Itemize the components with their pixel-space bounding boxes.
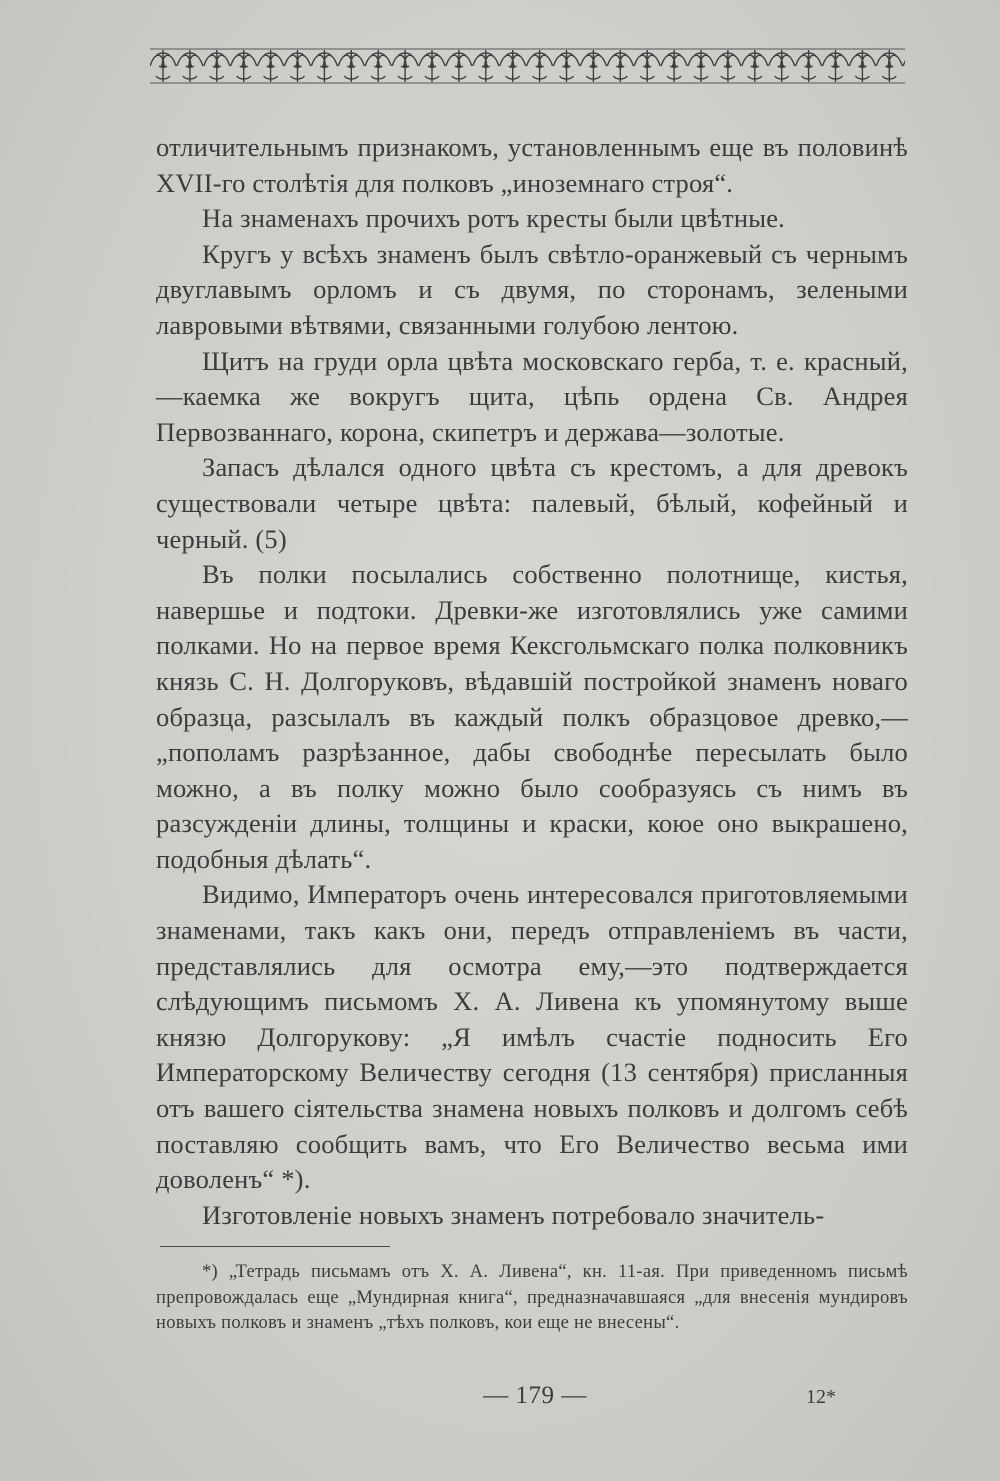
paragraph: отличительнымъ признакомъ, установленнымъ еще въ половинѣ XVII-го столѣтія для полковъ „иноземнаго строя“. [156,132,908,198]
page-number: — 179 — [483,1382,587,1409]
paragraph: Изготовленіе новыхъ знаменъ потребовало значитель- [202,1199,825,1230]
main-text [156,130,908,1233]
paragraph: Запасъ дѣлался одного цвѣта съ крестомъ, а для древокъ существовали четыре цвѣта: палевый, бѣлый, кофейный и черный. (5) [156,452,908,554]
signature-mark: 12* [806,1386,836,1408]
paragraph: Кругъ у всѣхъ знаменъ былъ свѣтло-оранжевый съ чернымъ двуглавымъ орломъ и съ двумя, по сторонамъ, зелеными лавровыми вѣтвями, связанными голубою лентою. [156,238,908,340]
footnote-divider [160,1246,390,1247]
paragraph: На знаменахъ прочихъ ротъ кресты были цвѣтные. [202,203,785,234]
footnote: *) „Тетрадь письмамъ отъ Х. А. Ливена“, кн. 11-ая. При приведенномъ письмѣ препровождалась еще „Мундирная книга“, предназначавшаяся „для внесенія мундировъ новыхъ полковъ и знаменъ „тѣхъ полковъ, кои еще не внесены“. [156,1262,908,1333]
floral-border-ornament [150,46,905,86]
paragraph: Въ полки посылались собственно полотнище, кистья, навершье и подтоки. Древки-же изготовлялись уже самими полками. Но на первое время Кексгольмскаго полка полковникъ князь С. Н. Долгоруковъ, вѣдавшій постройкой знаменъ новаго образца, разсылалъ въ каждый полкъ образцовое древко,—„пополамъ разрѣзанное, дабы свободнѣе пересылать было можно, а въ полку можно было сообразуясь съ нимъ въ разсужденіи длины, толщины и краски, коюе оно выкрашено, подобныя дѣлать“. [156,559,908,874]
paragraph: Видимо, Императоръ очень интересовался приготовляемыми знаменами, такъ какъ они, передъ отправленіемъ въ части, представлялись для осмотра ему,—это подтверждается слѣдующимъ письмомъ Х. А. Ливена къ упомянутому выше князю Долгорукову: „Я имѣлъ счастіе подносить Его Императорскому Величеству сегодня (13 сентября) присланныя отъ вашего сіятельства знамена новыхъ полковъ и долгомъ себѣ поставляю сообщить вамъ, что Его Величество весьма ими доволенъ“ *). [156,879,908,1195]
paragraph: Щитъ на груди орла цвѣта московскаго герба, т. е. красный,—каемка же вокругъ щита, цѣпь ордена Св. Андрея Первозваннаго, корона, скипетръ и держава—золотые. [156,345,908,447]
